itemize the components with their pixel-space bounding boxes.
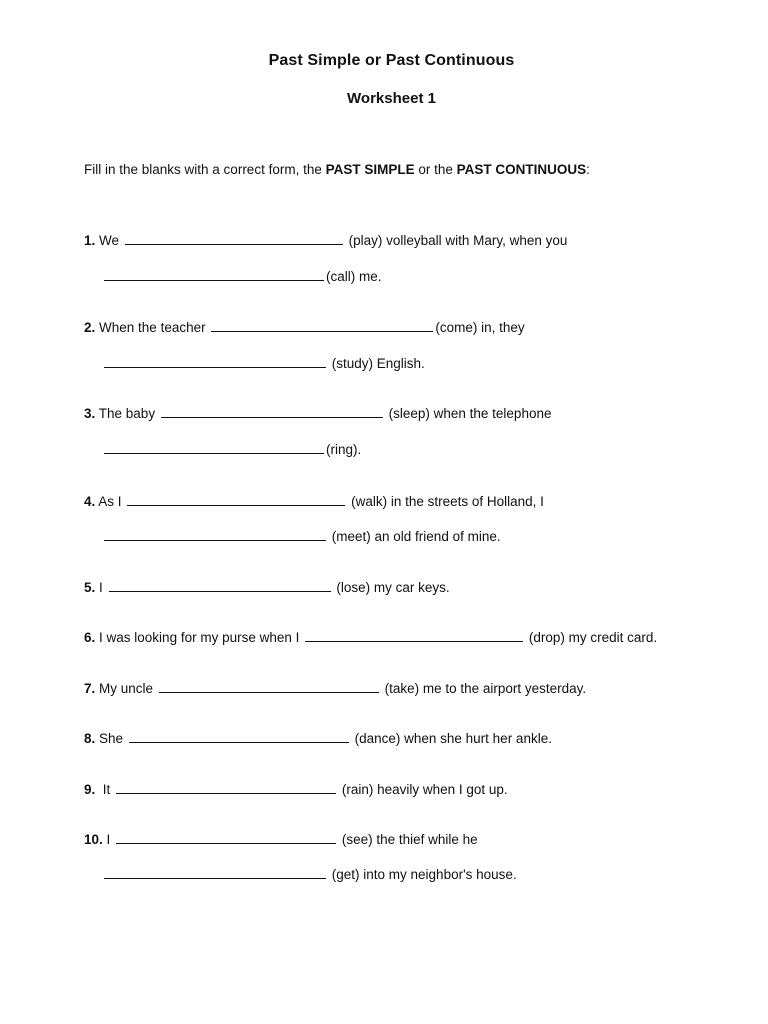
instruction-term-past-continuous: PAST CONTINUOUS [456, 162, 587, 177]
verb-hint: (sleep) when the telephone [388, 406, 552, 421]
question-number: 8. [84, 731, 96, 746]
question-number: 5. [84, 580, 96, 595]
question-6-line-1 [84, 629, 657, 646]
answer-blank-4b[interactable] [104, 528, 326, 541]
question-1-line-2 [104, 268, 382, 285]
question-10-line-2 [104, 866, 517, 883]
answer-blank-8[interactable] [129, 730, 349, 743]
question-text: We [99, 233, 120, 248]
instruction-middle: or the [414, 162, 457, 177]
verb-hint: (lose) my car keys. [336, 580, 450, 595]
question-2-line-1 [84, 319, 525, 336]
question-3-line-2 [104, 441, 361, 458]
answer-blank-2a[interactable] [211, 319, 433, 332]
question-10-line-1 [84, 831, 478, 848]
answer-blank-9[interactable] [116, 781, 336, 794]
worksheet-subtitle: Worksheet 1 [347, 90, 436, 107]
question-number: 2. [84, 320, 96, 335]
question-text: My uncle [99, 681, 154, 696]
verb-hint: (dance) when she hurt her ankle. [354, 731, 552, 746]
question-number: 7. [84, 681, 96, 696]
question-text: When the teacher [99, 320, 206, 335]
question-number: 6. [84, 630, 96, 645]
question-text: I [99, 580, 103, 595]
answer-blank-10a[interactable] [116, 831, 336, 844]
question-number: 3. [84, 406, 96, 421]
instruction-prefix: Fill in the blanks with a correct form, the [84, 162, 326, 177]
answer-blank-3b[interactable] [104, 441, 324, 454]
question-4-line-1 [84, 493, 544, 510]
verb-hint: (come) in, they [435, 320, 525, 335]
verb-hint: (walk) in the streets of Holland, I [351, 494, 544, 509]
verb-hint: (play) volleyball with Mary, when you [348, 233, 568, 248]
verb-hint: (drop) my credit card. [528, 630, 658, 645]
answer-blank-6[interactable] [305, 629, 523, 642]
question-3-line-1 [84, 405, 551, 422]
verb-hint: (ring). [326, 442, 362, 457]
instruction-term-past-simple: PAST SIMPLE [325, 162, 415, 177]
verb-hint: (take) me to the airport yesterday. [384, 681, 587, 696]
worksheet-title: Past Simple or Past Continuous [268, 52, 515, 69]
question-text: It [102, 782, 111, 797]
question-2-line-2 [104, 355, 425, 372]
question-number: 9. [84, 782, 96, 797]
question-text: She [99, 731, 124, 746]
answer-blank-7[interactable] [159, 680, 379, 693]
answer-blank-1a[interactable] [125, 232, 343, 245]
answer-blank-10b[interactable] [104, 866, 326, 879]
question-number: 10. [84, 832, 103, 847]
verb-hint: (rain) heavily when I got up. [341, 782, 508, 797]
question-number: 4. [84, 494, 96, 509]
answer-blank-2b[interactable] [104, 355, 326, 368]
question-9-line-1 [84, 781, 508, 798]
verb-hint: (call) me. [326, 269, 382, 284]
question-4-line-2 [104, 528, 501, 545]
answer-blank-5[interactable] [109, 579, 331, 592]
question-1-line-1 [84, 232, 567, 249]
question-7-line-1 [84, 680, 586, 697]
verb-hint: (get) into my neighbor's house. [331, 867, 517, 882]
verb-hint: (see) the thief while he [341, 832, 478, 847]
question-5-line-1 [84, 579, 450, 596]
question-8-line-1 [84, 730, 552, 747]
answer-blank-3a[interactable] [161, 405, 383, 418]
question-number: 1. [84, 233, 96, 248]
instruction-suffix: : [586, 162, 590, 177]
answer-blank-1b[interactable] [104, 268, 324, 281]
verb-hint: (study) English. [331, 356, 425, 371]
question-text: The baby [98, 406, 156, 421]
answer-blank-4a[interactable] [127, 493, 345, 506]
instructions [84, 162, 590, 177]
question-text: As I [98, 494, 122, 509]
question-text: I [106, 832, 111, 847]
question-text: I was looking for my purse when I [99, 630, 300, 645]
verb-hint: (meet) an old friend of mine. [331, 529, 501, 544]
